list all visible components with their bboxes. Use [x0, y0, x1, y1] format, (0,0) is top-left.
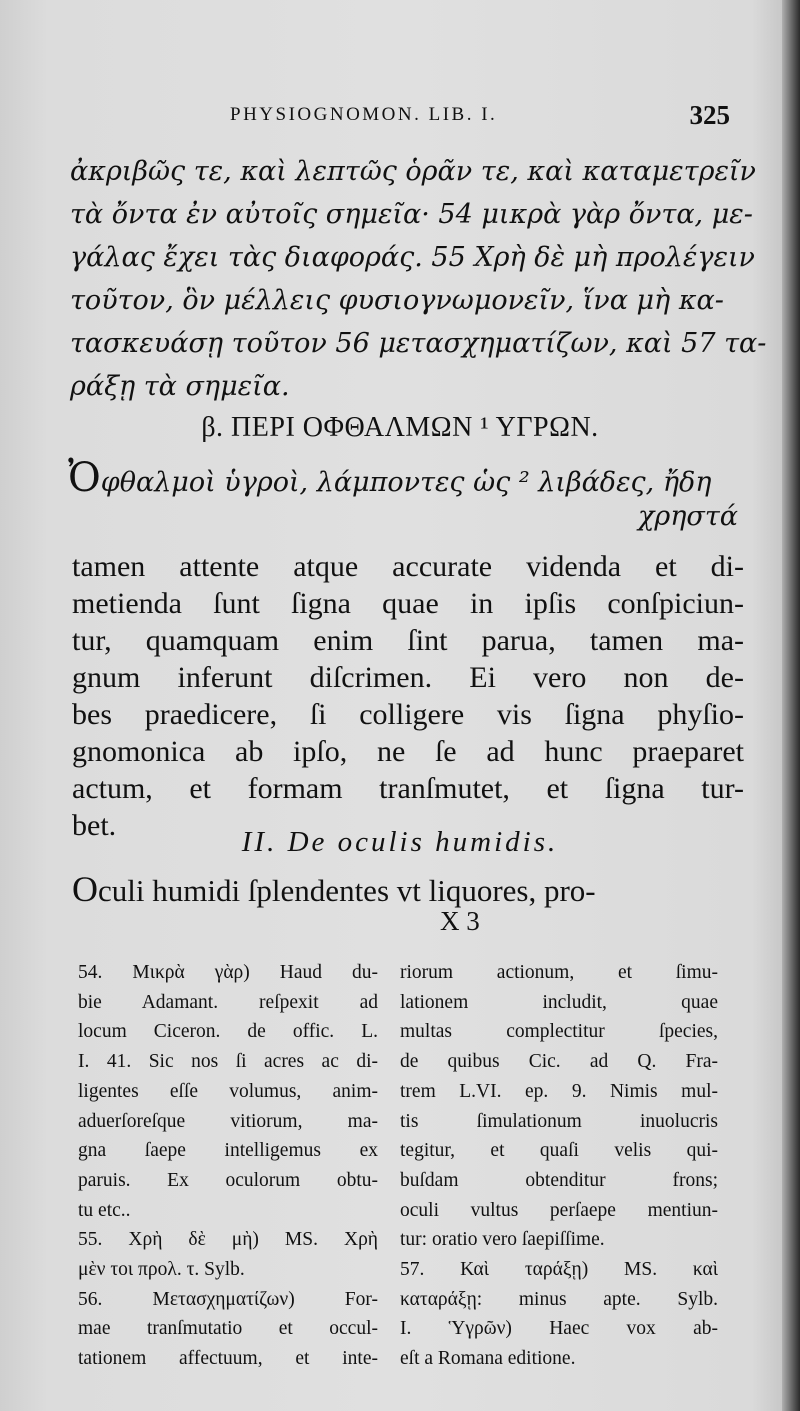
- footnote-line: tu etc..: [78, 1199, 131, 1221]
- footnote-line: 56. Μετασχηματίζων) For-: [78, 1288, 378, 1310]
- latin-line: gnum inferunt diſcrimen. Ei vero non de-: [72, 661, 744, 694]
- latin-paragraph: [72, 548, 744, 844]
- greek-line: [68, 455, 748, 501]
- footnote-line: 57. Καὶ ταράξῃ) MS. καὶ: [400, 1259, 718, 1281]
- greek-line: τασκευάσῃ τοῦτον 56 μετασχηματίζων, καὶ 57 τα-: [70, 328, 767, 359]
- latin-line: tur, quamquam enim ſint parua, tamen ma-: [72, 624, 744, 657]
- footnote-line: mae tranſmutatio et occul-: [78, 1318, 378, 1340]
- footnote-line: trem L.VI. ep. 9. Nimis mul-: [400, 1080, 718, 1102]
- footnote-line: multas complectitur ſpecies,: [400, 1021, 718, 1043]
- footnote-line: oculi vultus perſaepe mentiun-: [400, 1199, 718, 1221]
- footnote-line: I. Ὑγρῶν) Haec vox ab-: [400, 1318, 718, 1340]
- latin-line: bes praedicere, ſi colligere vis ſigna phyſio-: [72, 698, 744, 731]
- section-heading-greek: β. ΠΕΡΙ ΟΦΘΑΛΜΩΝ ¹ ΥΓΡΩΝ.: [201, 412, 599, 443]
- greek-line: ράξῃ τὰ σημεῖα.: [70, 371, 290, 402]
- drop-initial: O: [72, 869, 98, 909]
- footnote-line: eſt a Romana editione.: [400, 1348, 576, 1370]
- footnote-line: bie Adamant. reſpexit ad: [78, 991, 378, 1013]
- book-spine-shadow: [782, 0, 800, 1411]
- section-heading-latin: II. De oculis humidis.: [241, 826, 559, 858]
- footnote-line: μὲν τοι προλ. τ. Sylb.: [78, 1259, 245, 1281]
- footnote-line: tur: oratio vero ſaepiſſime.: [400, 1229, 605, 1251]
- footnote-line: καταράξῃ: minus apte. Sylb.: [400, 1288, 718, 1310]
- footnote-line: 54. Μικρὰ γὰρ) Haud du-: [78, 962, 378, 983]
- footnote-line: ligentes eſſe volumus, anim-: [78, 1080, 378, 1102]
- footnote-line: aduerſoreſque vitiorum, ma-: [78, 1110, 378, 1132]
- greek-line-text: φθαλμοὶ ὑγροὶ, λάμποντες ὡς ² λιβάδες, ἤδη: [100, 467, 712, 498]
- signature-mark: X 3: [440, 906, 480, 936]
- greek-paragraph-2: [68, 455, 748, 532]
- greek-line: γάλας ἔχει τὰς διαφοράς. 55 Χρὴ δὲ μὴ προλέγειν: [70, 242, 755, 273]
- footnote-line: I. 41. Sic nos ſi acres ac di-: [78, 1051, 378, 1073]
- greek-line: τὰ ὄντα ἐν αὐτοῖς σημεῖα· 54 μικρὰ γὰρ ὄντα, με-: [70, 199, 753, 230]
- latin-line: tamen attente atque accurate videnda et di-: [72, 550, 744, 583]
- latin-line: actum, et formam tranſmutet, et ſigna tur-: [72, 772, 744, 805]
- page-number: 325: [689, 100, 730, 130]
- latin-line-text: culi humidi ſplendentes vt liquores, pro-: [98, 873, 596, 908]
- footnote-line: tis ſimulationum inuolucris: [400, 1110, 718, 1132]
- greek-line: τοῦτον, ὃν μέλλεις φυσιογνωμονεῖν, ἵνα μὴ κα-: [70, 285, 724, 316]
- footnote-line: paruis. Ex oculorum obtu-: [78, 1169, 378, 1191]
- latin-line: metienda ſunt ſigna quae in ipſis conſpiciun-: [72, 587, 744, 620]
- drop-initial: Ὀ: [68, 455, 101, 501]
- footnote-line: gna ſaepe intelligemus ex: [78, 1140, 378, 1162]
- footnote-line: 55. Χρὴ δὲ μὴ) MS. Χρὴ: [78, 1229, 378, 1251]
- latin-paragraph-2: [72, 868, 744, 910]
- greek-line: χρηστά: [637, 501, 738, 532]
- footnote-line: lationem includit, quae: [400, 991, 718, 1013]
- page-header: [230, 100, 730, 140]
- latin-line: bet.: [72, 809, 117, 842]
- footnote-line: locum Ciceron. de offic. L.: [78, 1021, 378, 1043]
- footnotes-left-column: [78, 958, 378, 1374]
- footnote-line: tegitur, et quaſi velis qui-: [400, 1140, 718, 1162]
- footnote-line: riorum actionum, et ſimu-: [400, 962, 718, 983]
- footnotes-right-column: [400, 958, 718, 1374]
- greek-paragraph: [70, 150, 767, 408]
- footnote-line: tationem affectuum, et inte-: [78, 1348, 378, 1370]
- running-head: PHYSIOGNOMON. LIB. I.: [230, 104, 498, 125]
- greek-line: ἀκριβῶς τε, καὶ λεπτῶς ὁρᾶν τε, καὶ καταμετρεῖν: [70, 156, 756, 187]
- latin-line: gnomonica ab ipſo, ne ſe ad hunc praeparet: [72, 735, 744, 768]
- footnote-line: de quibus Cic. ad Q. Fra-: [400, 1051, 718, 1073]
- footnote-line: buſdam obtenditur frons;: [400, 1169, 718, 1191]
